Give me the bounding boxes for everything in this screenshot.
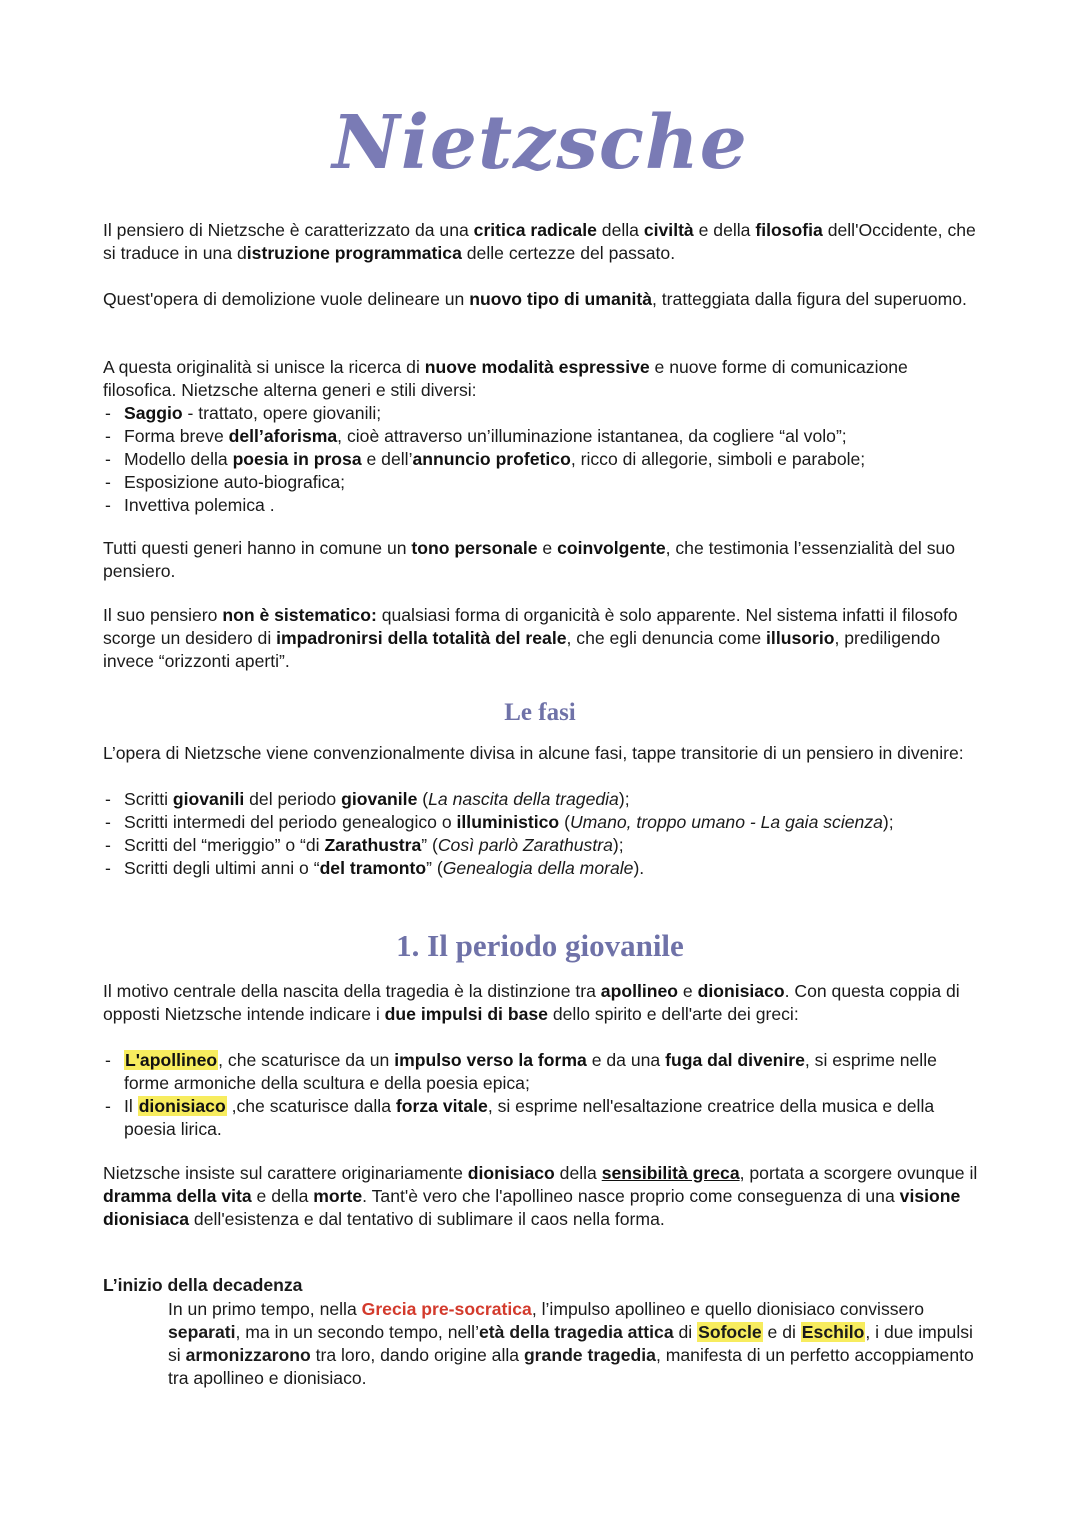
list-item: - Scritti del “meriggio” o “di Zarathustra” (Così parlò Zarathustra); [103,834,983,857]
giovanile-paragraph-2: Nietzsche insiste sul carattere originariamente dionisiaco della sensibilità greca, portata a scorgere ovunque il dramma della vita e della morte. Tant'è vero che l'apollineo nasce proprio come conseguenza di una visione dionisiaca dell'esistenza e dal tentativo di sublimare il caos nella forma. [103,1163,978,1229]
list-item: - Saggio - trattato, opere giovanili; [103,402,983,425]
list-item: - Forma breve dell’aforisma, cioè attraverso un’illuminazione istantanea, da cogliere “al volo”; [103,425,983,448]
impulses-list [103,1049,983,1141]
list-item: - Il dionisiaco ,che scaturisce dalla forza vitale, si esprime nell'esaltazione creatrice della musica e della poesia lirica. [103,1095,983,1141]
decadenza-paragraph: In un primo tempo, nella Grecia pre-socratica, l’impulso apollineo e quello dionisiaco convissero separati, ma in un secondo tempo, nell’età della tragedia attica di Sofocle e di Eschilo, i due impulsi si armonizzarono tra loro, dando origine alla grande tragedia, manifesta di un perfetto accoppiamento tra apollineo e dionisiaco. [168,1299,974,1388]
list-item: - Scritti degli ultimi anni o “del tramonto” (Genealogia della morale). [103,857,983,880]
intro-paragraph-1: Il pensiero di Nietzsche è caratterizzato da una critica radicale della civiltà e della filosofia dell'Occidente, che si traduce in una distruzione programmatica delle certezze del passato. [103,220,976,263]
list-item: - Invettiva polemica . [103,494,983,517]
genres-list [103,402,983,517]
fasi-list [103,788,983,880]
list-item: - Esposizione auto-biografica; [103,471,983,494]
giovanile-paragraph-1: Il motivo centrale della nascita della tragedia è la distinzione tra apollineo e dionisiaco. Con questa coppia di opposti Nietzsche intende indicare i due impulsi di base dello spirito e dell'arte dei greci: [103,981,960,1024]
intro-paragraph-2: Quest'opera di demolizione vuole delineare un nuovo tipo di umanità, tratteggiata dalla figura del superuomo. [103,289,967,309]
section-heading-fasi: Le fasi [504,699,576,726]
page-title: Nietzsche [332,100,748,186]
list-item: - Modello della poesia in prosa e dell’annuncio profetico, ricco di allegorie, simboli e parabole; [103,448,983,471]
list-item: - Scritti intermedi del periodo genealogico o illuministico (Umano, troppo umano - La gaia scienza); [103,811,983,834]
decadenza-heading: L’inizio della decadenza [103,1275,303,1295]
section-heading-giovanile: 1. Il periodo giovanile [396,928,684,963]
fasi-intro: L’opera di Nietzsche viene convenzionalmente divisa in alcune fasi, tappe transitorie di un pensiero in divenire: [103,743,964,763]
list-item: - L'apollineo, che scaturisce da un impulso verso la forma e da una fuga dal divenire, si esprime nelle forme armoniche della scultura e della poesia epica; [103,1049,983,1095]
list-item: - Scritti giovanili del periodo giovanile (La nascita della tragedia); [103,788,983,811]
intro-paragraph-4: Tutti questi generi hanno in comune un tono personale e coinvolgente, che testimonia l’essenzialità del suo pensiero. [103,538,956,581]
intro-paragraph-3: A questa originalità si unisce la ricerca di nuove modalità espressive e nuove forme di comunicazione filosofica. Nietzsche alterna generi e stili diversi: [103,357,908,400]
intro-paragraph-5: Il suo pensiero non è sistematico: qualsiasi forma di organicità è solo apparente. Nel sistema infatti il filosofo scorge un desidero di impadronirsi della totalità del reale, che egli denuncia come illusorio, prediligendo invece “orizzonti aperti”. [103,605,958,671]
